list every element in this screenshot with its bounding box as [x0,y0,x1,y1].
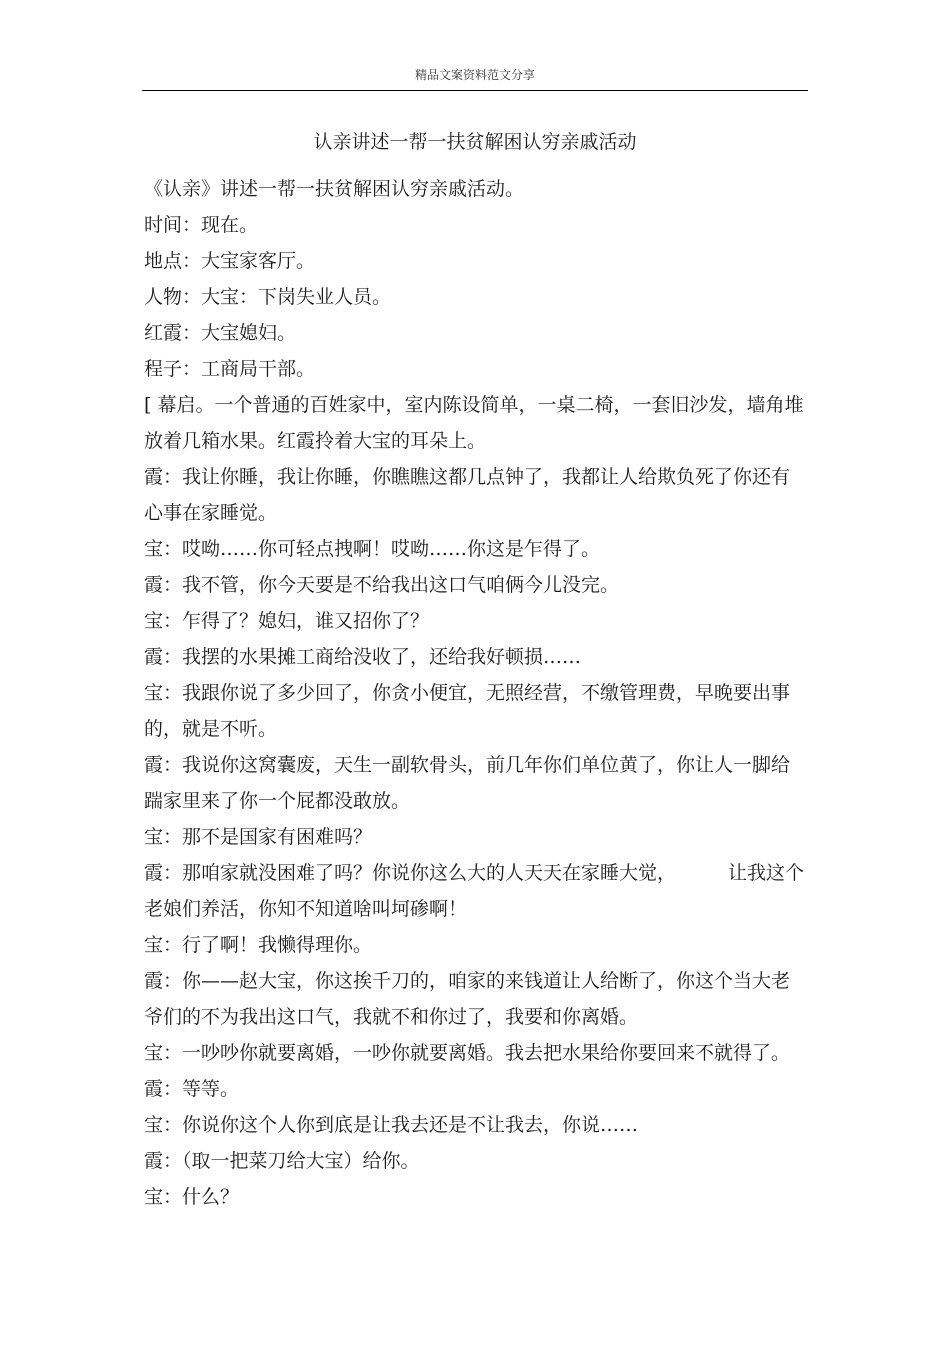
document-title: 认亲讲述一帮一扶贫解困认穷亲戚活动 [313,131,637,153]
paragraph: 宝：我跟你说了多少回了，你贪小便宜，无照经营，不缴管理费，早晚要出事的，就是不听。 [144,682,791,740]
paragraph: 宝：行了啊！我懒得理你。 [144,934,373,956]
paragraph: 霞：我摆的水果摊工商给没收了，还给我好顿损…… [144,646,582,668]
paragraph: 霞：我不管，你今天要是不给我出这口气咱俩今儿没完。 [144,574,620,596]
paragraph: 地点：大宝家客厅。 [144,250,316,272]
paragraph: 红霞：大宝媳妇。 [144,322,297,344]
paragraph: [ 幕启。一个普通的百姓家中，室内陈设简单，一桌二椅，一套旧沙发，墙角堆放着几箱水果。红霞拎着大宝的耳朵上。 [144,394,804,452]
paragraph: 宝：什么？ [144,1186,240,1208]
paragraph [144,855,808,927]
paragraph: 霞：我让你睡，我让你睡，你瞧瞧这都几点钟了，我都让人给欺负死了你还有心事在家睡觉。 [144,466,791,524]
document-body [144,171,808,1215]
paragraph: 宝：你说你这个人你到底是让我去还是不让我去，你说…… [144,1114,639,1136]
paragraph-segment: 霞：那咱家就没困难了吗？你说你这么大的人天天在家睡大觉， [144,862,677,884]
paragraph: 霞：（取一把菜刀给大宝）给你。 [144,1150,420,1172]
paragraph: 《认亲》讲述一帮一扶贫解困认穷亲戚活动。 [144,178,525,200]
paragraph: 时间：现在。 [144,214,259,236]
paragraph: 人物：大宝：下岗失业人员。 [144,286,392,308]
paragraph: 霞：你——赵大宝，你这挨千刀的，咱家的来钱道让人给断了，你这个当大老爷们的不为我出这口气，我就不和你过了，我要和你离婚。 [144,970,791,1028]
running-header: 精品文案资料范文分享 [414,68,535,82]
paragraph: 宝：乍得了？媳妇，谁又招你了？ [144,610,430,632]
header-rule [142,90,808,91]
paragraph-segment: 这个老娘们养活，你知不知道啥叫坷碜啊！ [144,862,805,920]
paragraph: 程子：工商局干部。 [144,358,316,380]
paragraph: 霞：我说你这窝囊废，天生一副软骨头，前几年你们单位黄了，你让人一脚给踹家里来了你一个屁都没敢放。 [144,754,791,812]
paragraph: 宝：一吵吵你就要离婚，一吵你就要离婚。我去把水果给你要回来不就得了。 [144,1042,791,1064]
paragraph-segment: 让我 [728,862,767,884]
paragraph: 霞：等等。 [144,1078,240,1100]
paragraph: 宝：那不是国家有困难吗？ [144,826,373,848]
paragraph: 宝：哎呦……你可轻点拽啊！哎呦……你这是乍得了。 [144,538,601,560]
